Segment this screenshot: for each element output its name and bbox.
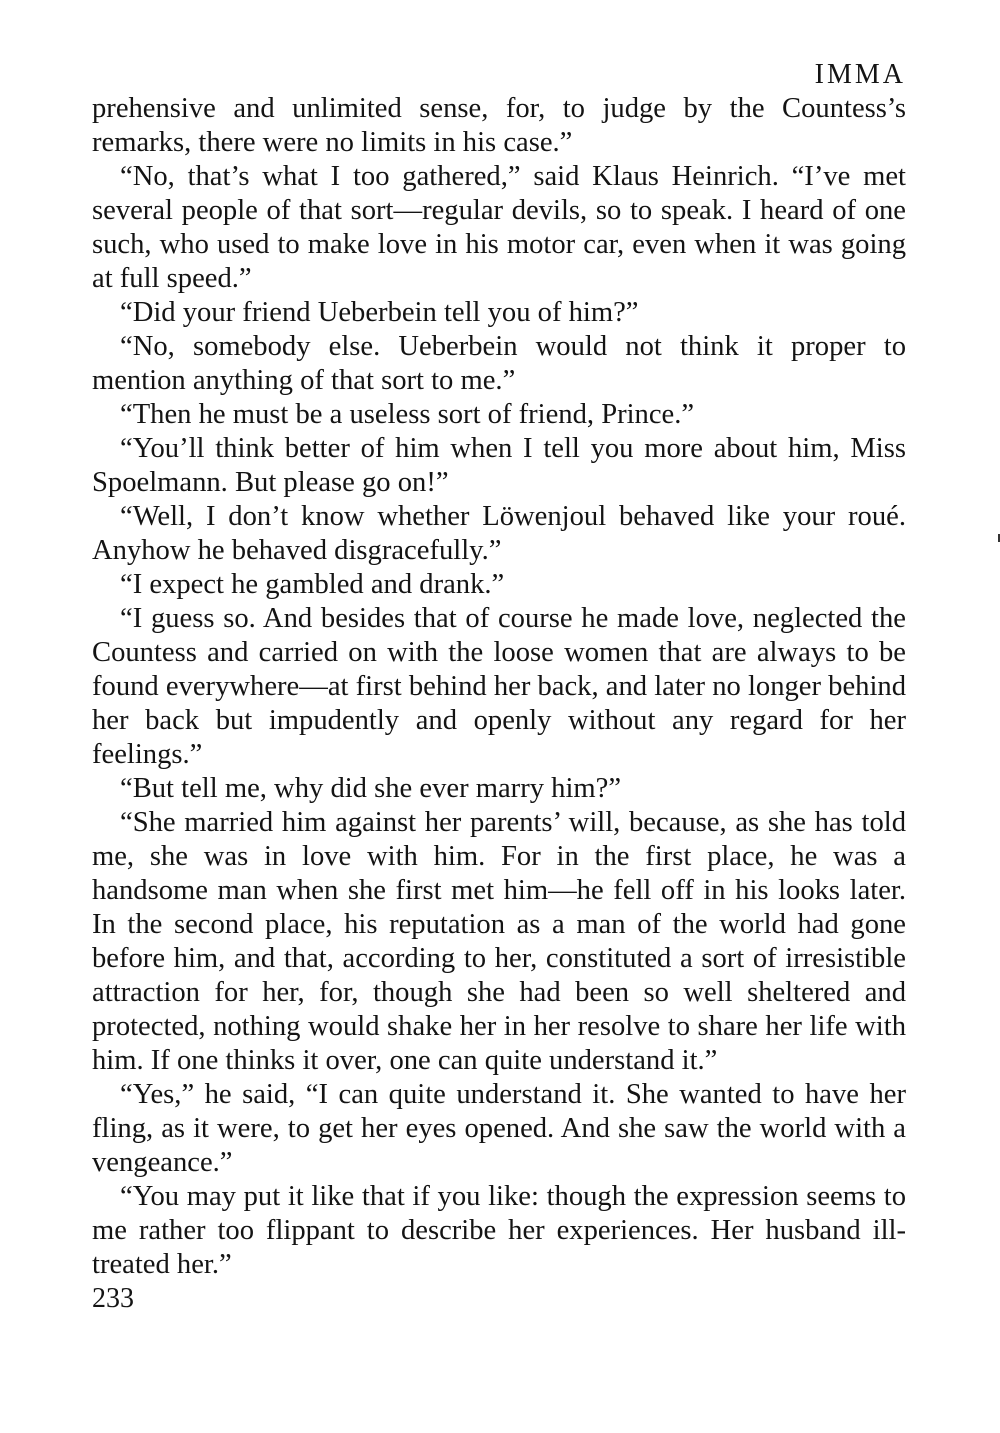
paragraph: “I expect he gambled and drank.” bbox=[120, 569, 505, 600]
body-text bbox=[92, 92, 906, 1282]
paragraph: “But tell me, why did she ever marry him?” bbox=[120, 773, 622, 804]
paragraph: “Well, I don’t know whether Löwenjoul behaved like your roué. Anyhow he behaved disgracefully.” bbox=[92, 501, 906, 566]
paragraph: “Did your friend Ueberbein tell you of him?” bbox=[120, 297, 639, 328]
page-number: 233 bbox=[92, 1283, 134, 1314]
paragraph: “You’ll think better of him when I tell you more about him, Miss Spoelmann. But please go on!” bbox=[92, 433, 906, 498]
paragraph: “Yes,” he said, “I can quite understand it. She wanted to have her fling, as it were, to get her eyes opened. And she saw the world with a vengeance.” bbox=[92, 1079, 906, 1178]
paragraph: “Then he must be a useless sort of friend, Prince.” bbox=[120, 399, 695, 430]
paragraph: “You may put it like that if you like: though the expression seems to me rather too flippant to describe her experiences. Her husband ill-treated her.” bbox=[92, 1181, 906, 1280]
paragraph: “No, somebody else. Ueberbein would not think it proper to mention anything of that sort to me.” bbox=[92, 331, 906, 396]
paragraph: “I guess so. And besides that of course he made love, neglected the Countess and carried on with the loose women that are always to be found everywhere—at first behind her back, and later no longer behind her back but impudently and openly without any regard for her feelings.” bbox=[92, 603, 906, 770]
paragraph: prehensive and unlimited sense, for, to judge by the Countess’s remarks, there were no limits in his case.” bbox=[92, 93, 906, 158]
paragraph: “No, that’s what I too gathered,” said Klaus Heinrich. “I’ve met several people of that sort—regular devils, so to speak. I heard of one such, who used to make love in his motor car, even when it was going at full speed.” bbox=[92, 161, 906, 294]
book-page bbox=[92, 58, 906, 1388]
paragraph: “She married him against her parents’ will, because, as she has told me, she was in love with him. For in the first place, he was a handsome man when she first met him—he fell off in his looks later. In the second place, his reputation as a man of the world had gone before him, and that, according to her, constituted a sort of irresistible attraction for her, for, though she had been so well sheltered and protected, nothing would shake her in her resolve to share her life with him. If one thinks it over, one can quite understand it.” bbox=[92, 807, 906, 1076]
running-head: IMMA bbox=[814, 59, 906, 90]
